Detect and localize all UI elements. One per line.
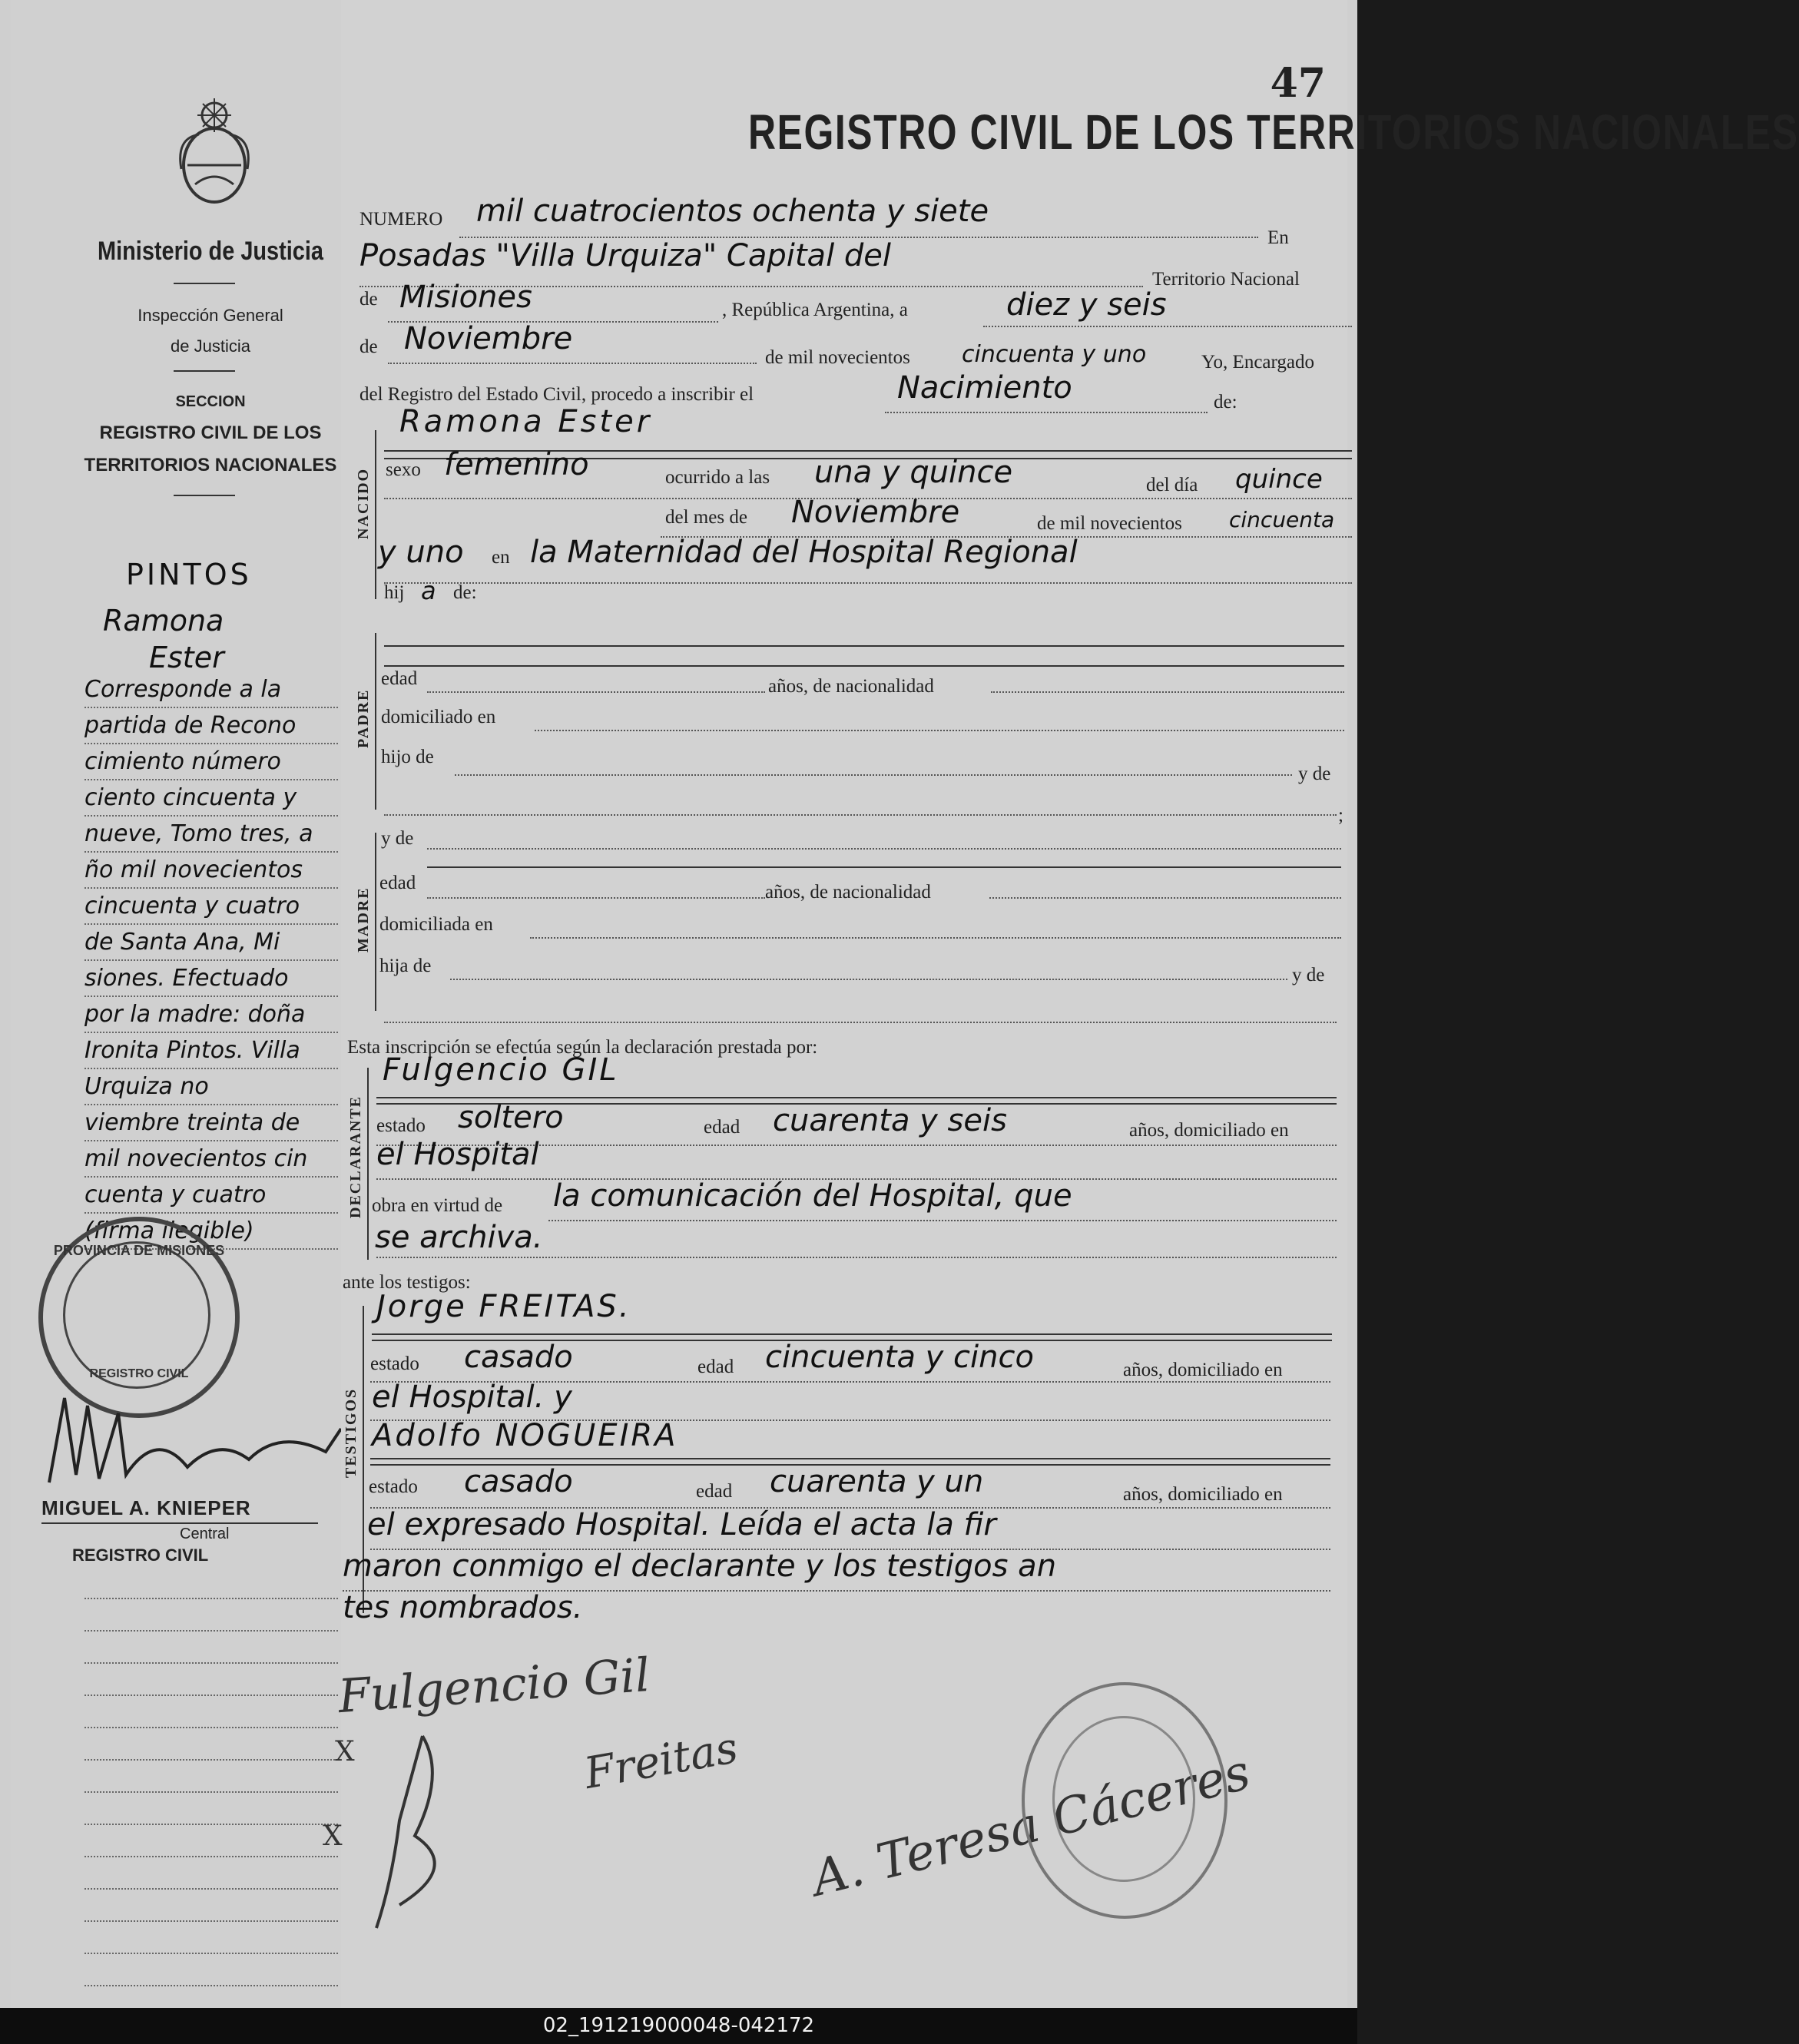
rule: [84, 1032, 338, 1034]
section-line1: REGISTRO CIVIL DE LOS: [99, 422, 322, 443]
rule: [84, 887, 338, 889]
rule: [983, 326, 1352, 328]
rule: [384, 814, 1337, 817]
de-label-2: de:: [453, 582, 477, 603]
hijo-de-label: hijo de: [381, 747, 434, 767]
ocurrido-label: ocurrido a las: [665, 467, 770, 488]
rule: [84, 815, 338, 817]
divider: [174, 370, 235, 372]
republica-label: , República Argentina, a: [722, 300, 908, 320]
estado-label: estado: [370, 1353, 419, 1374]
testigo1-domicilio: el Hospital. y: [372, 1380, 572, 1415]
rule: [84, 1104, 338, 1106]
testigo2-name: Adolfo NOGUEIRA: [372, 1418, 678, 1453]
inscripcion-label: Esta inscripción se efectúa según la declaración prestada por:: [347, 1037, 818, 1058]
nacido-tag: NACIDO: [355, 467, 372, 539]
edad-label: edad: [381, 668, 418, 689]
rule: [427, 897, 765, 899]
rule: [84, 995, 338, 998]
signature-mark: X: [335, 1736, 355, 1767]
rule: [84, 1630, 338, 1632]
y-de-label: y de: [1298, 764, 1331, 784]
divider: [41, 1522, 318, 1524]
semicolon: ;: [1338, 805, 1343, 826]
anio-value-2: y uno: [378, 535, 464, 570]
margin-note-line: cimiento número: [84, 748, 281, 775]
del-dia-label: del día: [1146, 475, 1198, 495]
rule: [535, 730, 1344, 732]
stamp-text: PROVINCIA DE MISIONES: [53, 1243, 225, 1258]
stamp-inner-ring: [1052, 1716, 1195, 1882]
de-label: de: [359, 336, 378, 357]
rule: [885, 412, 1208, 414]
estado-label: estado: [369, 1476, 418, 1497]
rule: [84, 1662, 338, 1665]
rule: [84, 1985, 338, 1987]
rule: [84, 1824, 338, 1826]
rule: [530, 937, 1341, 939]
rule: [84, 1888, 338, 1890]
section-label: SECCION: [175, 393, 246, 410]
rule: [989, 897, 1341, 899]
margin-note-line: cuenta y cuatro: [84, 1181, 267, 1208]
rule: [84, 1176, 338, 1178]
month-value: Noviembre: [404, 321, 573, 356]
territorio-label: Territorio Nacional: [1152, 269, 1300, 290]
anio-value: cincuenta: [1229, 507, 1335, 532]
image-caption: 02_191219000048-042172: [0, 2008, 1357, 2044]
rule: [376, 1257, 1337, 1259]
declarante-domicilio: el Hospital: [376, 1137, 539, 1172]
ministry-title: Ministerio de Justicia: [98, 237, 323, 266]
child-name: Ramona Ester: [399, 404, 653, 439]
margin-note-line: cincuenta y cuatro: [84, 893, 300, 919]
domiciliada-label: domiciliada en: [379, 914, 493, 935]
edad-label: edad: [696, 1481, 733, 1502]
margin-note-line: Urquiza no: [84, 1073, 209, 1100]
hora-value: una y quince: [814, 455, 1013, 490]
officer-name: MIGUEL A. KNIEPER: [41, 1496, 251, 1519]
mes-value: Noviembre: [791, 495, 960, 530]
stamp-sub: REGISTRO CIVIL: [89, 1367, 189, 1380]
obra-value-2: se archiva.: [375, 1220, 543, 1255]
lugar-value: la Maternidad del Hospital Regional: [530, 535, 1078, 570]
section-line2: TERRITORIOS NACIONALES: [84, 455, 337, 475]
rule: [84, 743, 338, 745]
estado-label: estado: [376, 1115, 426, 1136]
section-bracket: [367, 1068, 369, 1260]
inspection-line1: Inspección General: [137, 306, 283, 325]
declarante-name: Fulgencio GIL: [383, 1052, 619, 1088]
margin-note-line: (firma ilegible): [84, 1217, 254, 1244]
rule: [548, 1220, 1337, 1222]
margin-note-line: ciento cincuenta y: [84, 784, 297, 811]
sexo-label: sexo: [386, 459, 421, 480]
rule: [84, 1212, 338, 1214]
margin-note-line: de Santa Ana, Mi: [84, 929, 280, 956]
domiciliado-label: domiciliado en: [381, 707, 496, 727]
declarante-edad: cuarenta y seis: [773, 1103, 1007, 1138]
page-title: REGISTRO CIVIL DE LOS TERRITORIOS NACIONALES: [748, 104, 1799, 160]
closing-line-1: maron conmigo el declarante y los testigos an: [343, 1549, 1057, 1584]
page-number: 47: [1270, 60, 1326, 107]
anos-dom-label: años, domiciliado en: [1123, 1360, 1283, 1380]
rule: [84, 959, 338, 962]
del-mes-label: del mes de: [665, 507, 747, 528]
coat-of-arms-icon: [172, 92, 257, 207]
signature-mark: X: [323, 1820, 343, 1852]
margin-note-line: mil novecientos cin: [84, 1145, 308, 1172]
territory-value: Misiones: [399, 280, 532, 315]
rule: [84, 923, 338, 926]
officer-office: REGISTRO CIVIL: [72, 1545, 209, 1565]
rule: [84, 1791, 338, 1794]
hija-de-label: hija de: [379, 956, 432, 976]
obra-label: obra en virtud de: [372, 1195, 503, 1216]
inspection-line2: de Justicia: [171, 336, 250, 356]
declarante-signature: Fulgencio Gil: [336, 1648, 652, 1724]
numero-label: NUMERO: [359, 209, 443, 230]
margin-note-line: viembre treinta de: [84, 1109, 300, 1136]
registro-label: del Registro del Estado Civil, procedo a inscribir el: [359, 384, 754, 405]
rule: [84, 1068, 338, 1070]
dia-value: quince: [1235, 464, 1323, 495]
rule: [370, 1458, 1330, 1459]
anos-dom-label: años, domiciliado en: [1129, 1120, 1289, 1141]
officer-signature: [34, 1383, 356, 1498]
anos-nac-label: años, de nacionalidad: [765, 882, 931, 903]
rule: [376, 1097, 1337, 1098]
rule: [384, 645, 1344, 647]
anos-dom-label: años, domiciliado en: [1123, 1484, 1283, 1505]
hij-label: hij: [384, 582, 405, 603]
testigo1-signature: Freitas: [580, 1723, 742, 1799]
y-de-label: y de: [381, 828, 414, 849]
de-label: de: [359, 289, 378, 310]
rule: [427, 848, 1341, 850]
margin-note-line: ño mil novecientos: [84, 856, 303, 883]
testigo2-signature: [353, 1728, 522, 1943]
mil-nov-label: de mil novecientos: [1037, 513, 1182, 534]
margin-given1: Ramona: [103, 604, 224, 638]
closing-line-2: tes nombrados.: [343, 1590, 583, 1625]
en-label: En: [1267, 227, 1289, 248]
testigo2-edad: cuarenta y un: [770, 1464, 984, 1499]
margin-note-line: siones. Efectuado: [84, 965, 289, 992]
testigo2-estado: casado: [464, 1464, 573, 1499]
sexo-value: femenino: [444, 447, 589, 482]
numero-value: mil cuatrocientos ochenta y siete: [476, 194, 989, 229]
rule: [84, 1759, 338, 1761]
margin-note-line: Corresponde a la: [84, 676, 282, 703]
edad-label: edad: [697, 1357, 734, 1377]
madre-tag: MADRE: [355, 886, 372, 952]
day-value: diez y seis: [1006, 287, 1167, 323]
hij-suffix: a: [421, 576, 436, 605]
rule: [450, 979, 1287, 981]
testigo1-edad: cincuenta y cinco: [765, 1340, 1034, 1375]
testigos-tag: TESTIGOS: [343, 1387, 359, 1478]
section-bracket: [375, 633, 376, 810]
act-value: Nacimiento: [897, 370, 1072, 406]
rule: [427, 691, 765, 694]
margin-given2: Ester: [149, 641, 224, 674]
testigo1-name: Jorge FREITAS.: [376, 1289, 631, 1324]
rule: [84, 779, 338, 781]
rule: [84, 851, 338, 853]
rule: [991, 691, 1344, 694]
rule: [388, 363, 757, 365]
rule: [84, 1856, 338, 1858]
divider: [174, 495, 235, 496]
rule: [84, 1140, 338, 1142]
anos-nac-label: años, de nacionalidad: [768, 676, 934, 697]
rule: [427, 866, 1341, 868]
registry-stamp: [1022, 1682, 1227, 1919]
y-de-label: y de: [1292, 965, 1325, 986]
rule: [84, 707, 338, 709]
declarante-estado: soltero: [458, 1100, 564, 1135]
year-label: de mil novecientos: [765, 347, 910, 368]
rule: [84, 1953, 338, 1955]
testigo2-domicilio: el expresado Hospital. Leída el acta la fir: [367, 1507, 996, 1542]
yo-label: Yo, Encargado: [1201, 352, 1314, 373]
rule: [84, 1694, 338, 1697]
edad-label: edad: [379, 873, 416, 893]
testigos-label: ante los testigos:: [343, 1272, 471, 1293]
de-colon: de:: [1214, 392, 1237, 412]
rule: [384, 582, 1352, 585]
rule: [84, 1598, 338, 1600]
year-value: cincuenta y uno: [962, 341, 1147, 368]
edad-label: edad: [704, 1117, 740, 1138]
rule: [384, 1022, 1337, 1024]
obra-value: la comunicación del Hospital, que: [553, 1178, 1072, 1214]
divider: [174, 283, 235, 284]
padre-tag: PADRE: [355, 688, 372, 748]
declarante-tag: DECLARANTE: [347, 1095, 364, 1218]
section-bracket: [375, 833, 376, 1011]
rule: [455, 774, 1292, 777]
rule: [84, 1920, 338, 1923]
officer-role: Central: [180, 1526, 230, 1542]
rule: [384, 665, 1344, 667]
margin-surname: PINTOS: [126, 558, 252, 591]
testigo1-estado: casado: [464, 1340, 573, 1375]
margin-note-line: nueve, Tomo tres, a: [84, 820, 313, 847]
section-bracket: [375, 430, 376, 599]
margin-note-line: Ironita Pintos. Villa: [84, 1037, 300, 1064]
encargado-signature: A. Teresa Cáceres: [806, 1744, 1256, 1908]
rule: [372, 1333, 1332, 1335]
margin-note-line: partida de Recono: [84, 712, 297, 739]
place-value: Posadas "Villa Urquiza" Capital del: [359, 238, 892, 273]
margin-note-line: por la madre: doña: [84, 1001, 306, 1028]
margin-column: [11, 0, 344, 2008]
rule: [84, 1727, 338, 1729]
en-small: en: [492, 547, 510, 568]
